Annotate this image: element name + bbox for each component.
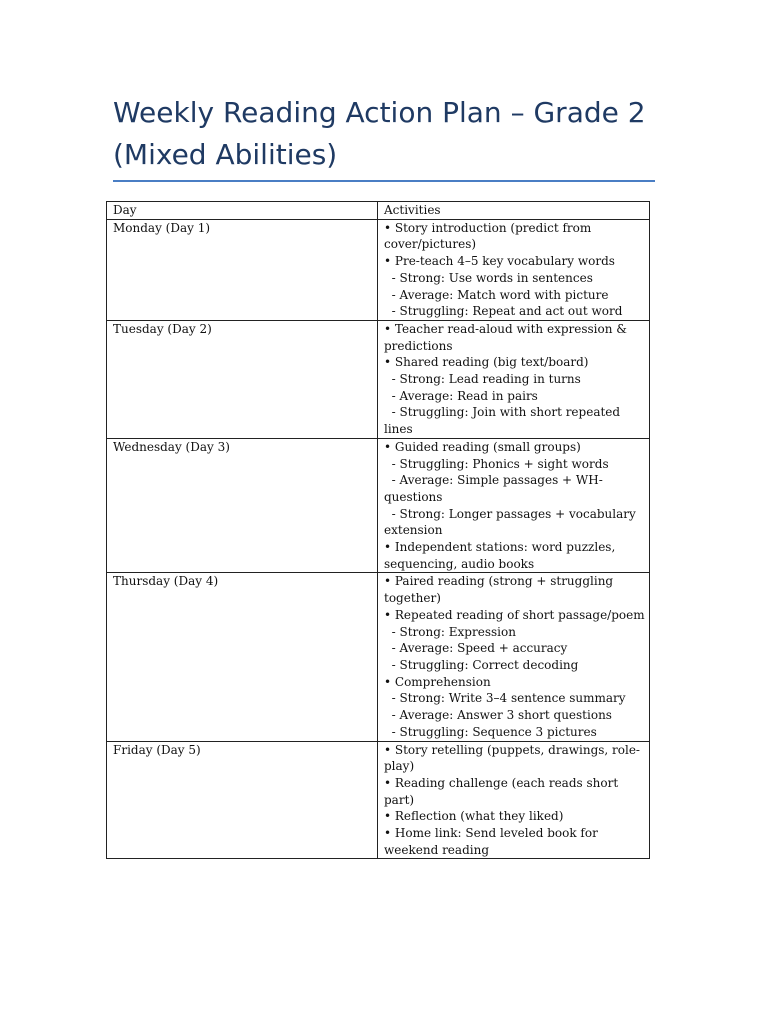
header-activities: Activities — [378, 202, 650, 220]
activity-line: - Struggling: Repeat and act out word — [384, 304, 623, 319]
activity-line: - Struggling: Sequence 3 pictures — [384, 724, 597, 739]
header-day: Day — [107, 202, 378, 220]
activity-line: • Shared reading (big text/board) — [384, 355, 589, 370]
activity-line: - Struggling: Correct decoding — [384, 657, 579, 672]
activity-line: • Pre-teach 4–5 key vocabulary words — [384, 254, 615, 269]
activity-line: - Strong: Use words in sentences — [384, 270, 593, 285]
action-plan-table — [106, 201, 650, 859]
table-row — [107, 219, 650, 320]
activity-line: - Strong: Expression — [384, 624, 516, 639]
activity-line: • Paired reading (strong + struggling together) — [384, 574, 617, 606]
activity-line: - Average: Simple passages + WH-questions — [384, 473, 603, 504]
activity-line: • Reflection (what they liked) — [384, 809, 564, 824]
activity-line: • Reading challenge (each reads short part) — [384, 775, 622, 807]
activity-line: - Struggling: Join with short repeated lines — [384, 405, 624, 437]
activity-line: - Average: Read in pairs — [384, 388, 538, 403]
activity-line: • Home link: Send leveled book for weekend reading — [384, 826, 602, 857]
table-row — [107, 573, 650, 741]
activity-line: - Strong: Write 3–4 sentence summary — [384, 691, 626, 706]
title-underline — [113, 180, 655, 182]
document-title: Weekly Reading Action Plan – Grade 2 (Mixed Abilities) — [113, 96, 646, 171]
activity-line: - Strong: Lead reading in turns — [384, 372, 581, 387]
activity-line: • Teacher read-aloud with expression & predictions — [384, 321, 631, 353]
activities-cell — [378, 438, 650, 573]
day-cell: Wednesday (Day 3) — [107, 438, 378, 573]
day-cell: Monday (Day 1) — [107, 219, 378, 320]
activity-line: • Story introduction (predict from cover/pictures) — [384, 220, 596, 252]
table-header-row — [107, 202, 650, 220]
activity-line: - Average: Speed + accuracy — [384, 641, 568, 656]
activity-line: - Strong: Longer passages + vocabulary extension — [384, 506, 640, 538]
table-row — [107, 741, 650, 859]
table-row — [107, 438, 650, 573]
activity-line: - Average: Match word with picture — [384, 287, 609, 302]
activities-cell — [378, 741, 650, 859]
activity-line: • Guided reading (small groups) — [384, 439, 581, 454]
activities-cell — [378, 573, 650, 741]
table-row — [107, 320, 650, 438]
activity-line: • Comprehension — [384, 674, 491, 689]
day-cell: Friday (Day 5) — [107, 741, 378, 859]
activity-line: - Average: Answer 3 short questions — [384, 708, 612, 723]
activities-cell — [378, 320, 650, 438]
activities-cell — [378, 219, 650, 320]
day-cell: Tuesday (Day 2) — [107, 320, 378, 438]
activity-line: • Repeated reading of short passage/poem — [384, 607, 645, 622]
day-cell: Thursday (Day 4) — [107, 573, 378, 741]
activity-line: - Struggling: Phonics + sight words — [384, 456, 609, 471]
activity-line: • Story retelling (puppets, drawings, role-play) — [384, 742, 640, 774]
activity-line: • Independent stations: word puzzles, sequencing, audio books — [384, 540, 620, 571]
